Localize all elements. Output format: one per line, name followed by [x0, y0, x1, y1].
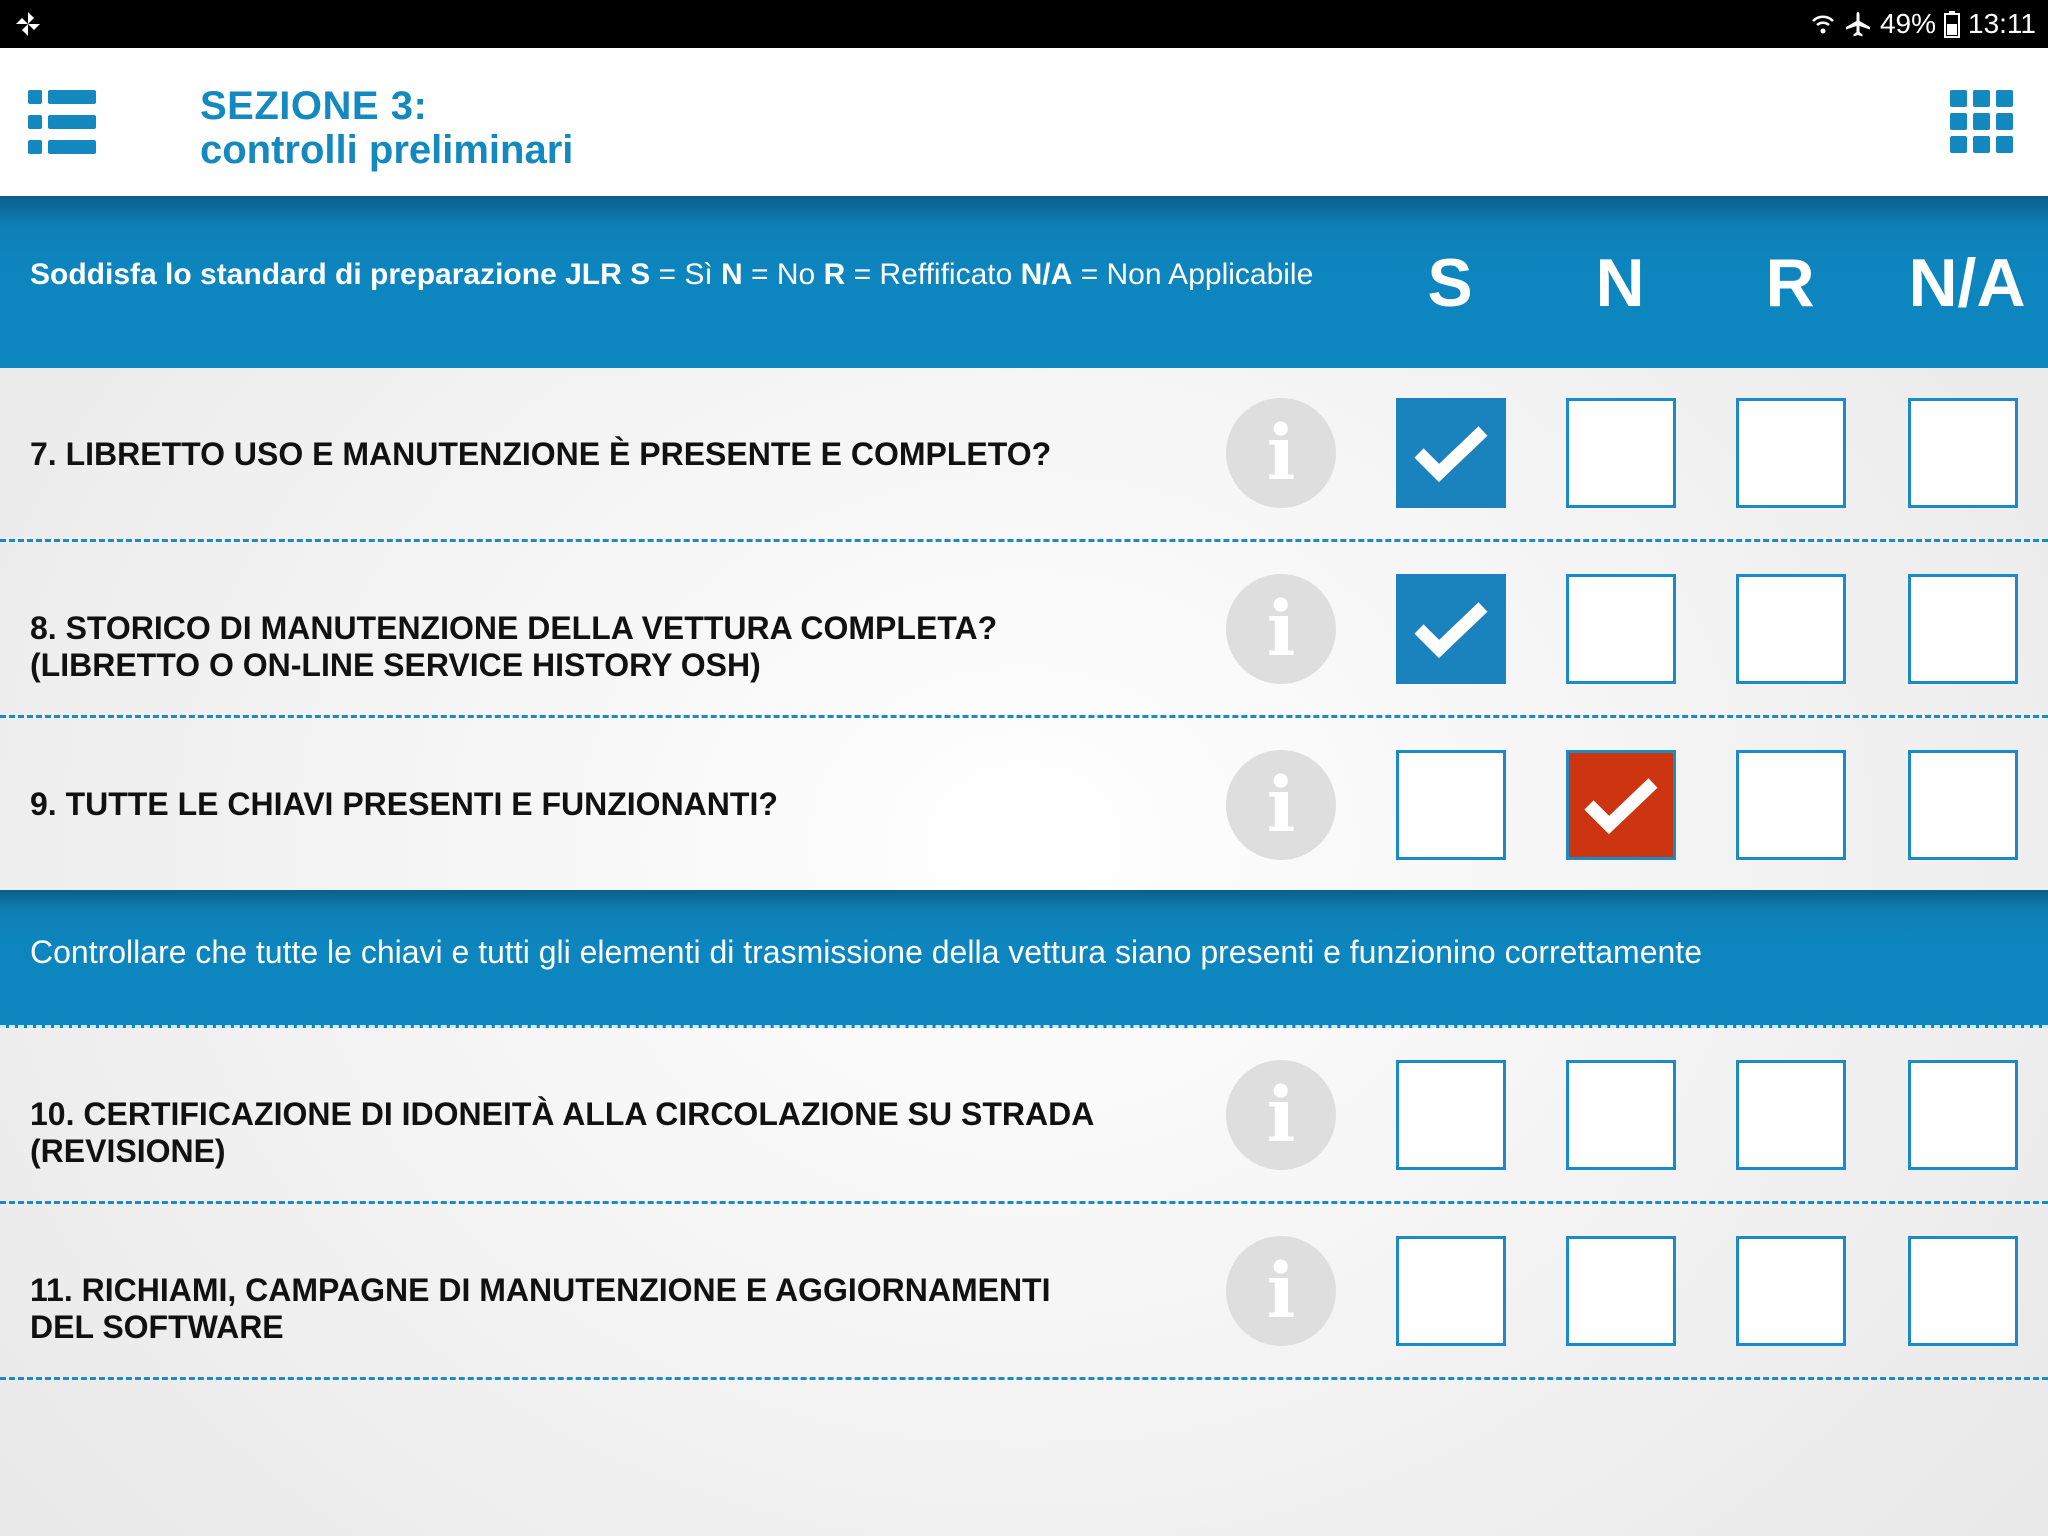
info-note-bar — [0, 890, 2048, 1028]
checkbox-s[interactable] — [1396, 1236, 1506, 1346]
airplane-icon — [1844, 10, 1872, 38]
info-button[interactable] — [1226, 1060, 1336, 1170]
question-row — [0, 368, 2048, 542]
checkbox-n[interactable] — [1566, 1236, 1676, 1346]
legend-s-value: = Sì — [650, 258, 722, 291]
column-header-n: N — [1595, 245, 1645, 321]
info-note-text: Controllare che tutte le chiavi e tutti gli elementi di trasmissione della vettura siano presenti e funzionino correttamente — [30, 934, 1702, 970]
info-icon: i — [1266, 408, 1296, 497]
checkbox-na[interactable] — [1908, 398, 2018, 508]
app-header — [0, 48, 2048, 196]
checkbox-na[interactable] — [1908, 1060, 2018, 1170]
status-right — [1810, 0, 2036, 48]
legend-r-key: R — [823, 258, 846, 291]
question-line: (REVISIONE) — [30, 1133, 226, 1169]
column-header-r: R — [1765, 245, 1815, 321]
question-line: 11. RICHIAMI, CAMPAGNE DI MANUTENZIONE E AGGIORNAMENTI — [30, 1272, 1051, 1308]
row-divider — [0, 1377, 2048, 1380]
question-text — [30, 1272, 1180, 1346]
question-row — [0, 1028, 2048, 1204]
checkbox-r[interactable] — [1736, 1060, 1846, 1170]
checkmark-icon — [1413, 599, 1489, 659]
info-button[interactable] — [1226, 1236, 1336, 1346]
legend-n-value: = No — [742, 258, 824, 291]
column-header-s: S — [1427, 245, 1473, 321]
question-text — [30, 610, 1180, 684]
question-line: 10. CERTIFICAZIONE DI IDONEITÀ ALLA CIRCOLAZIONE SU STRADA — [30, 1096, 1095, 1132]
legend-na-key: N/A — [1020, 258, 1073, 291]
info-button[interactable] — [1226, 750, 1336, 860]
checkbox-na[interactable] — [1908, 574, 2018, 684]
checkbox-r[interactable] — [1736, 1236, 1846, 1346]
question-text: 9. TUTTE LE CHIAVI PRESENTI E FUNZIONANTI? — [30, 786, 778, 822]
question-text — [30, 1096, 1180, 1170]
question-row — [0, 718, 2048, 890]
page-subtitle: controlli preliminari — [200, 128, 574, 172]
wifi-icon — [1810, 11, 1836, 37]
legend-s-key: S — [630, 258, 651, 291]
question-text: 7. LIBRETTO USO E MANUTENZIONE È PRESENTE E COMPLETO? — [30, 436, 1052, 472]
checkbox-na[interactable] — [1908, 1236, 2018, 1346]
legend-n-key: N — [721, 258, 743, 291]
checkbox-r[interactable] — [1736, 750, 1846, 860]
clock: 13:11 — [1968, 8, 2036, 39]
checkbox-n[interactable] — [1566, 750, 1676, 860]
checkbox-n[interactable] — [1566, 398, 1676, 508]
status-bar — [0, 0, 2048, 48]
info-icon: i — [1266, 1246, 1296, 1335]
battery-percent: 49% — [1879, 8, 1936, 39]
checkbox-s[interactable] — [1396, 574, 1506, 684]
question-line: (LIBRETTO O ON-LINE SERVICE HISTORY OSH) — [30, 647, 761, 683]
battery-icon — [1944, 10, 1960, 38]
checkbox-r[interactable] — [1736, 398, 1846, 508]
legend-intro: Soddisfa lo standard di preparazione JLR — [30, 258, 622, 291]
pinwheel-icon — [12, 8, 44, 40]
info-button[interactable] — [1226, 574, 1336, 684]
checkbox-n[interactable] — [1566, 1060, 1676, 1170]
column-header-na: N/A — [1908, 245, 2026, 321]
question-row — [0, 542, 2048, 718]
checkmark-icon — [1413, 423, 1489, 483]
info-icon: i — [1266, 584, 1296, 673]
checkbox-s[interactable] — [1396, 750, 1506, 860]
question-line: DEL SOFTWARE — [30, 1309, 284, 1345]
legend-text — [30, 258, 1313, 292]
legend-r-value: = Reffificato — [845, 258, 1021, 291]
checkmark-icon — [1583, 775, 1659, 835]
legend-na-value: = Non Applicabile — [1072, 258, 1314, 291]
checkbox-na[interactable] — [1908, 750, 2018, 860]
list-menu-icon[interactable] — [28, 90, 96, 154]
page-title: SEZIONE 3: — [200, 84, 428, 128]
checkbox-s[interactable] — [1396, 1060, 1506, 1170]
info-icon: i — [1266, 1070, 1296, 1159]
question-line: 8. STORICO DI MANUTENZIONE DELLA VETTURA COMPLETA? — [30, 610, 998, 646]
checkbox-r[interactable] — [1736, 574, 1846, 684]
info-icon: i — [1266, 760, 1296, 849]
grid-menu-icon[interactable] — [1950, 90, 2014, 154]
info-button[interactable] — [1226, 398, 1336, 508]
legend-bar — [0, 196, 2048, 368]
checkbox-s[interactable] — [1396, 398, 1506, 508]
checkbox-n[interactable] — [1566, 574, 1676, 684]
question-row — [0, 1204, 2048, 1380]
